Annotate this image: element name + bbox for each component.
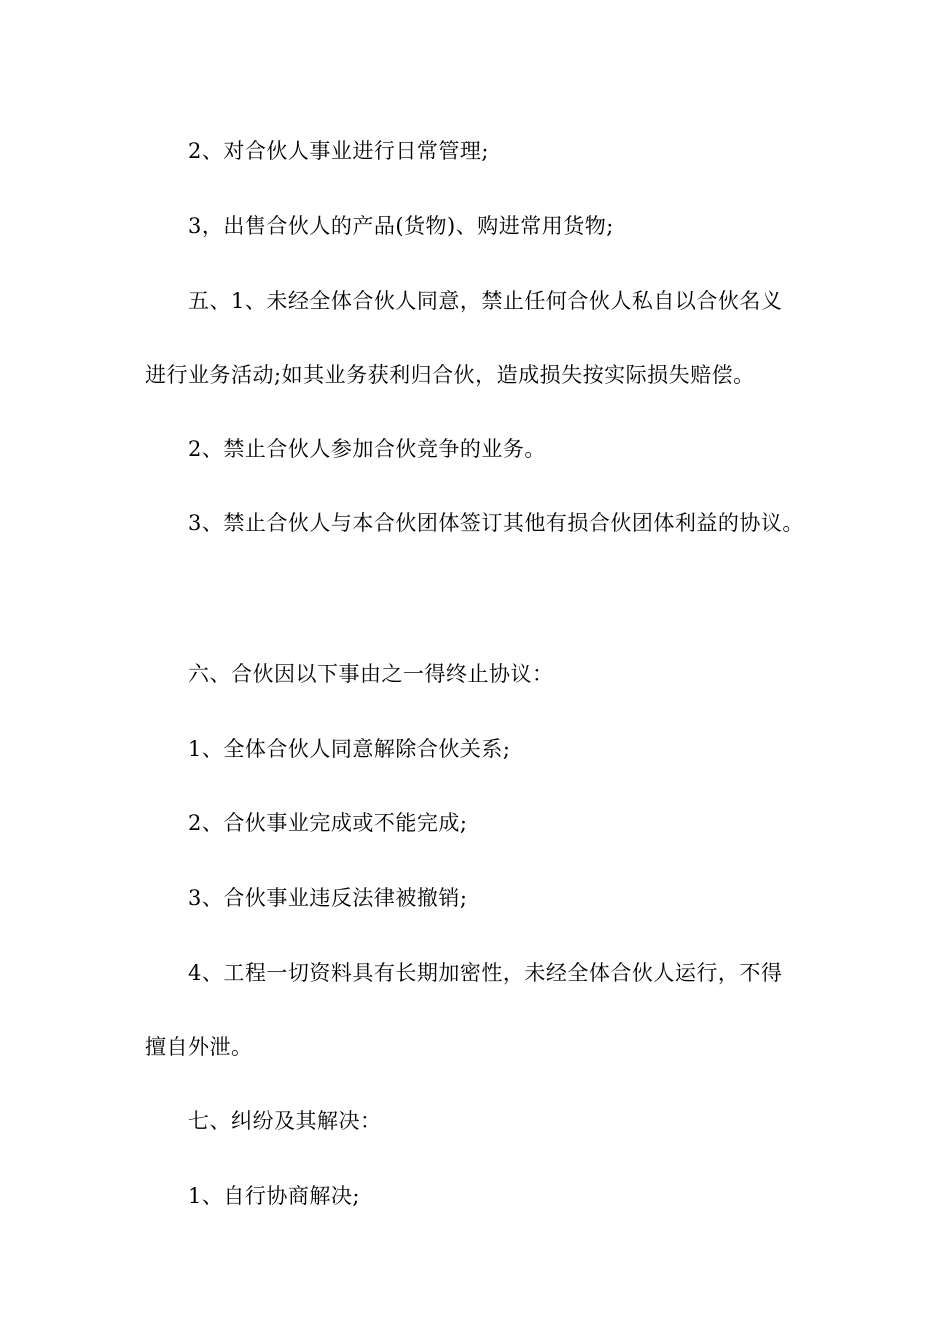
section-five-line-1: 五、1、未经全体合伙人同意，禁止任何合伙人私自以合伙名义 — [188, 289, 783, 313]
paragraph-line-10: 3、合伙事业违反法律被撤销; — [188, 886, 468, 910]
paragraph-line-1: 2、对合伙人事业进行日常管理; — [188, 139, 489, 163]
paragraph-line-5: 2、禁止合伙人参加合伙竞争的业务。 — [188, 437, 546, 461]
section-seven-heading: 七、纠纷及其解决： — [188, 1109, 382, 1133]
paragraph-line-6: 3、禁止合伙人与本合伙团体签订其他有损合伙团体利益的协议。 — [188, 511, 804, 535]
paragraph-line-14: 1、自行协商解决; — [188, 1184, 360, 1208]
paragraph-line-11: 4、工程一切资料具有长期加密性，未经全体合伙人运行，不得 — [188, 961, 783, 985]
paragraph-line-9: 2、合伙事业完成或不能完成; — [188, 811, 468, 835]
paragraph-line-8: 1、全体合伙人同意解除合伙关系; — [188, 737, 511, 761]
section-six-heading: 六、合伙因以下事由之一得终止协议： — [188, 662, 554, 686]
section-five-line-2: 进行业务活动;如其业务获利归合伙，造成损失按实际损失赔偿。 — [145, 363, 755, 387]
paragraph-line-2: 3，出售合伙人的产品(货物)、购进常用货物; — [188, 214, 614, 238]
paragraph-line-12: 擅自外泄。 — [145, 1035, 253, 1059]
